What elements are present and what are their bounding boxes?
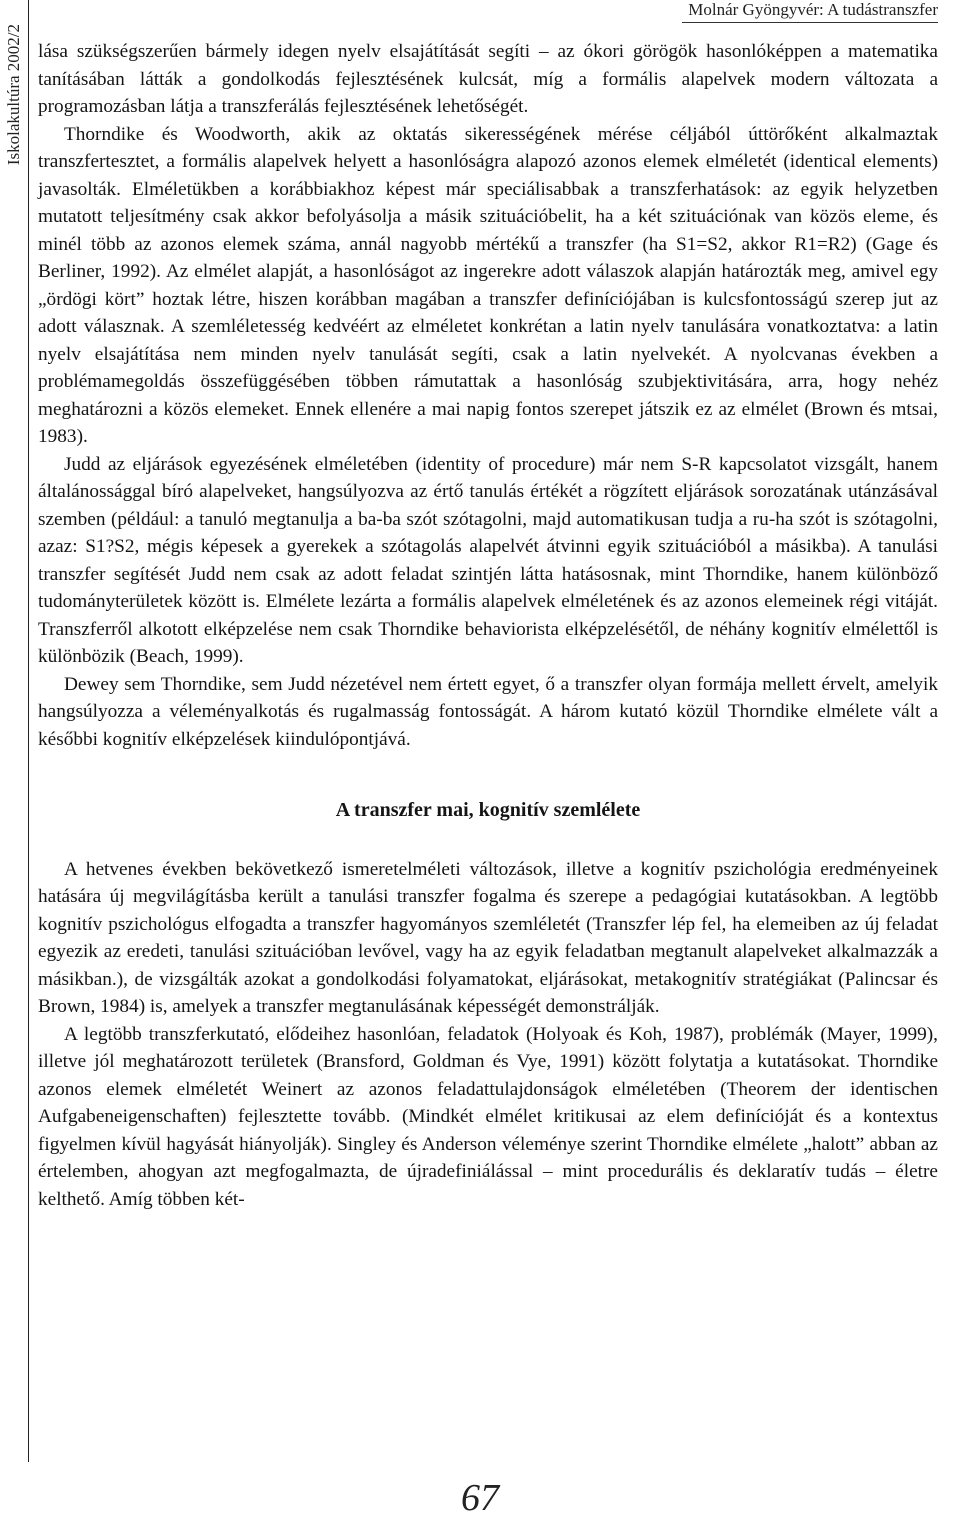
paragraph: A hetvenes években bekövetkező ismeretelméleti változások, illetve a kognitív pszichológia eredményeinek hatására új megvilágításba került a tanulási transzfer fogalma és szerepe a pedagógiai kutatásokban. A legtöbb kognitív pszichológus elfogadta a transzfer hagyományos szemléletét (Transzfer lép fel, ha elemeiben az új feladat egyezik az eredeti, tanulási szituációban levővel, vagy ha az egyik feladatban megtanult alapelveket alkalmazzák a másikban.), de vizsgálták azokat a gondolkodási folyamatokat, eljárásokat, metakognitív stratégiákat (Palincsar és Brown, 1984) is, amelyek a transzfer megtanulásának képességét demonstrálják. <box>38 858 938 1017</box>
journal-label: Iskolakultúra 2002/2 <box>4 24 23 166</box>
paragraph: lása szükségszerűen bármely idegen nyelv elsajátítását segíti – az ókori görögök hasonlóképpen a matematika tanításában látták a gondolkodás fejlesztésének kulcsát, míg a formális alapelvek modern változata a programozásban látja a transzferálás fejlesztésének lehetőségét. <box>38 41 938 117</box>
paragraph: Thorndike és Woodworth, akik az oktatás sikerességének mérése céljából úttörőként alkalmaztak transzfertesztet, a formális alapelvek helyett a hasonlóságra alapozó azonos elemek elméletét (identical elements) javasolták. Elméletükben a korábbiakhoz képest már speciálisabbak a transzferhatások: az egyik helyzetben mutatott teljesítmény csak akkor befolyásolja a másik szituációbelit, ha a két szituációnak van közös eleme, és minél több az azonos elemek száma, annál nagyobb mértékű a transzfer (ha S1=S2, akkor R1=R2) (Gage és Berliner, 1992). Az elmélet alapját, a hasonlóságot az ingerekre adott válaszok alapján határozták meg, amivel egy „ördögi kört” hoztak létre, hiszen korábban magában a transzfer definíciójában is kulcsfontosságú szerep jut az adott válasznak. A szemléletesség kedvéért az elméletet konkrétan a latin nyelv tanulására vonatkoztatva: a latin nyelv elsajátítása nem minden nyelv tanulását segíti, csak a latin nyelvekét. A nyolcvanas években a problémamegoldás összefüggésében többen rámutattak a hasonlóság szubjektivitására, arra, hogy nehéz meghatározni a közös elemeket. Ennek ellenére a mai napig fontos szerepet játszik ez az elmélet (Brown és mtsai, 1983). <box>38 123 938 447</box>
side-strip <box>0 0 29 1462</box>
running-head: Molnár Gyöngyvér: A tudástranszfer <box>682 0 938 23</box>
page-body <box>38 38 938 1213</box>
paragraph: A legtöbb transzferkutató, elődeihez hasonlóan, feladatok (Holyoak és Koh, 1987), problémák (Mayer, 1999), illetve jól meghatározott területek (Bransford, Goldman és Vye, 1991) között folytatja a kutatásokat. Thorndike azonos elemek elméletét Weinert az azonos feladattulajdonságok elméletében (Theorem der identischen Aufgabeneigenschaften) fejlesztette tovább. (Mindkét elmélet kritikusai az elem definícióját és a kontextus figyelmen kívül hagyását hiányolják). Singley és Anderson véleménye szerint Thorndike elmélete „halott” abban az értelemben, ahogyan azt megfogalmazta, de újradefiniálással – mint procedurális és deklaratív tudás – életre kelthető. Amíg többen két- <box>38 1023 938 1210</box>
page-number: 67 <box>461 1477 499 1519</box>
section-title: A transzfer mai, kognitív szemlélete <box>335 799 641 821</box>
paragraph: Dewey sem Thorndike, sem Judd nézetével nem értett egyet, ő a transzfer olyan formája mellett érvelt, amelyik hangsúlyozza a véleményalkotás és rugalmasság fontosságát. A három kutató közül Thorndike elmélete vált a későbbi kognitív elképzelések kiindulópontjává. <box>38 673 938 750</box>
paragraph: Judd az eljárások egyezésének elméletében (identity of procedure) már nem S-R kapcsolatot vizsgált, hanem általánossággal bíró alapelveket, hangsúlyozva az értő tanulás értékét a rögzített eljárások sorozatának utánzásával szemben (például: a tanuló megtanulja a ba-ba szót szótagolni, majd automatikusan tudja a ru-ha szót is szótagolni, azaz: S1?S2, mégis képesek a gyerekek a szótagolás alapelvét átvinni egyik szituációból a másikba). A tanulási transzfer segítését Judd nem csak az adott feladat szintjén látta hatásosnak, mint Thorndike, hanem különböző tudományterületek között is. Elmélete lezárta a formális alapelvek elméletének és az azonos elemeinek régi vitáját. Transzferről alkotott elképzelése nem csak Thorndike behaviorista elképzelésétől, de néhány kognitív elmélettől is különbözik (Beach, 1999). <box>38 453 938 667</box>
